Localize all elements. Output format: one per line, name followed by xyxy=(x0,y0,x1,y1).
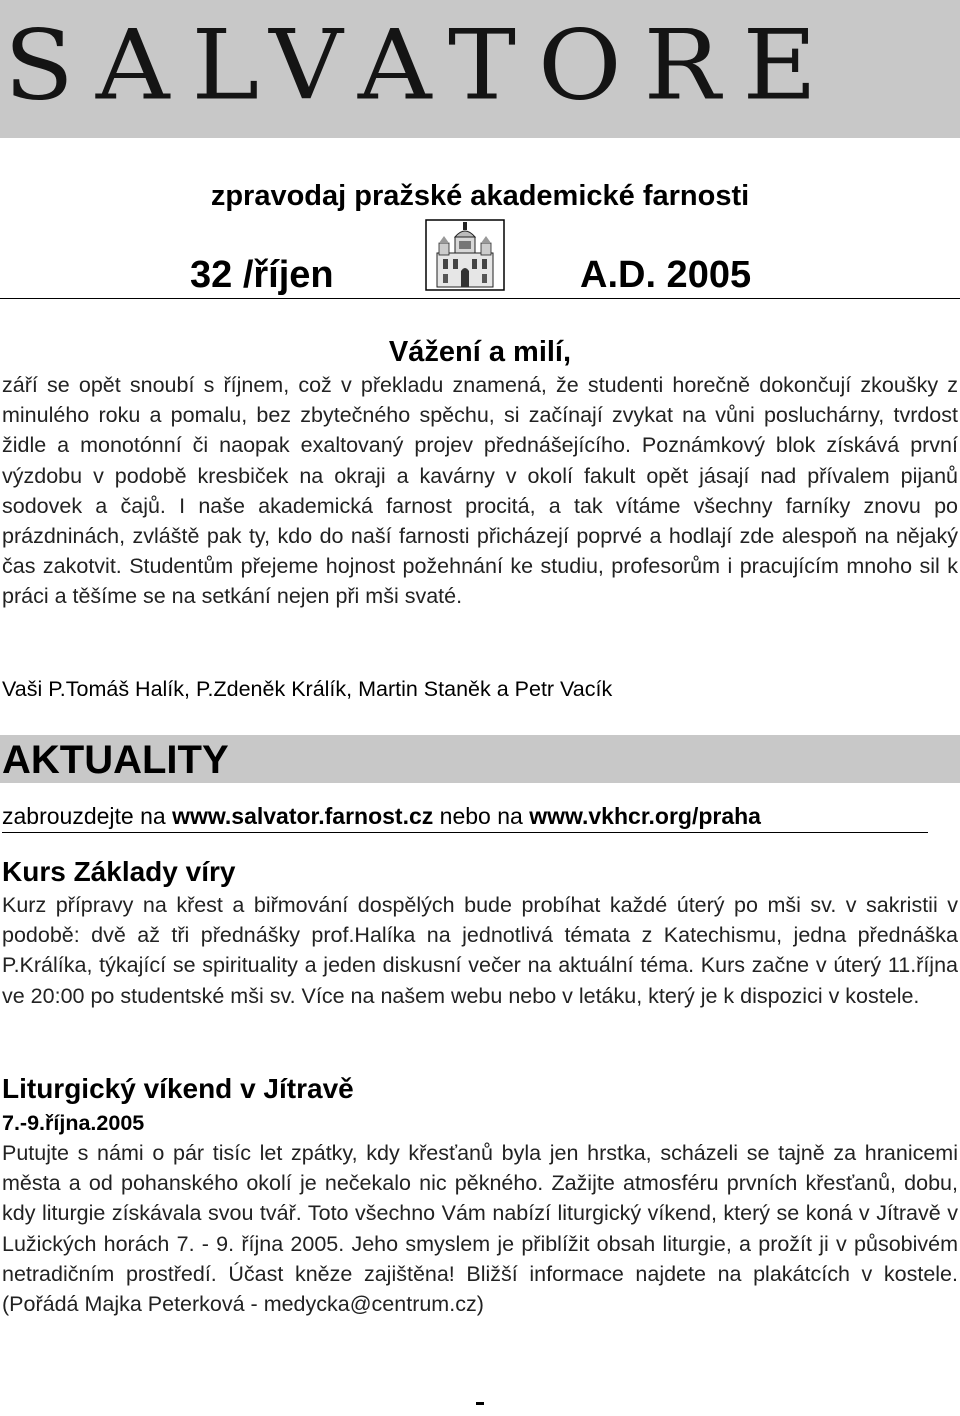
liturgicky-heading: Liturgický víkend v Jítravě xyxy=(2,1073,354,1104)
links-prefix: zabrouzdejte na xyxy=(2,803,173,829)
liturgicky-date: 7.-9.října.2005 xyxy=(2,1111,145,1135)
church-illustration-icon xyxy=(425,219,505,291)
issue-divider xyxy=(0,298,960,299)
links-middle: nebo na xyxy=(433,803,530,829)
issue-year: A.D. 2005 xyxy=(580,254,752,296)
kurs-heading: Kurs Základy víry xyxy=(2,856,236,887)
section-bar-aktuality xyxy=(0,735,960,783)
kurs-paragraph: Kurz přípravy na křest a biřmování dospělých bude probíhat každé úterý po mši sv. v sakristii v podobě: dvě až tři přednášky prof.Halíka na jednotlivá témata z Katechismu, jedna přednáška P.Králíka, týkající se spirituality a jeden diskusní večer na aktuální téma. Kurs začne v úterý 11.října ve 20:00 po studentské mši sv. Více na našem webu nebo v letáku, který je k dispozici v kostele. xyxy=(2,893,958,1008)
newsletter-subtitle: zpravodaj pražské akademické farnosti xyxy=(210,180,750,212)
page-mark xyxy=(476,1402,484,1405)
link-salvator[interactable]: www.salvator.farnost.cz xyxy=(172,803,434,829)
section-title-aktuality: AKTUALITY xyxy=(2,738,229,782)
greeting-heading: Vážení a milí, xyxy=(388,336,572,368)
issue-number: 32 /říjen xyxy=(190,254,334,296)
links-line xyxy=(2,800,928,833)
link-vkhcr[interactable]: www.vkhcr.org/praha xyxy=(529,803,761,829)
signature: Vaši P.Tomáš Halík, P.Zdeněk Králík, Martin Staněk a Petr Vacík xyxy=(2,677,613,701)
masthead-title: SALVATORE xyxy=(4,9,839,123)
liturgicky-paragraph: Putujte s námi o pár tisíc let zpátky, kdy křesťanů byla jen hrstka, scházeli se tajně za hranicemi města a od pohanského okolí je nečekalo nic pěkného. Zažijte atmosféru prvních křesťanů, dobu, kdy liturgie získávala svou tvář. Toto všechno Vám nabízí liturgický víkend, který se koná v Jítravě v Lužických horách 7. - 9. října 2005. Jeho smyslem je přiblížit obsah liturgie, a prožít ji v působivém netradičním prostředí. Účast kněze zajištěna! Bližší informace najdete na plakátcích v kostele. (Pořádá Majka Peterková - medycka@centrum.cz) xyxy=(2,1141,958,1317)
masthead xyxy=(0,0,960,138)
intro-paragraph: září se opět snoubí s říjnem, což v překladu znamená, že studenti horečně dokončují zkoušky z minulého roku a pomalu, bez zbytečného spěchu, si začínají zvykat na vůni posluchárny, tvrdost židle a monotónní či naopak exaltovaný projev přednášejícího. Poznámkový blok získává první výzdobu v podobě kresbiček na okraji a kavárny v okolí fakult opět jásají nad přívalem pijanů sodovek a čajů. I naše akademická farnost procitá, a tak vítáme všechny farníky znovu po prázdninách, zvláště pak ty, kdo do naší farnosti přicházejí poprvé a hodlají zde alespoň na nějaký čas zakotvit. Studentům přejeme hojnost požehnání ke studiu, profesorům i pracujícím mnoho sil k práci a těšíme se na setkání nejen při mši svaté. xyxy=(2,373,958,609)
